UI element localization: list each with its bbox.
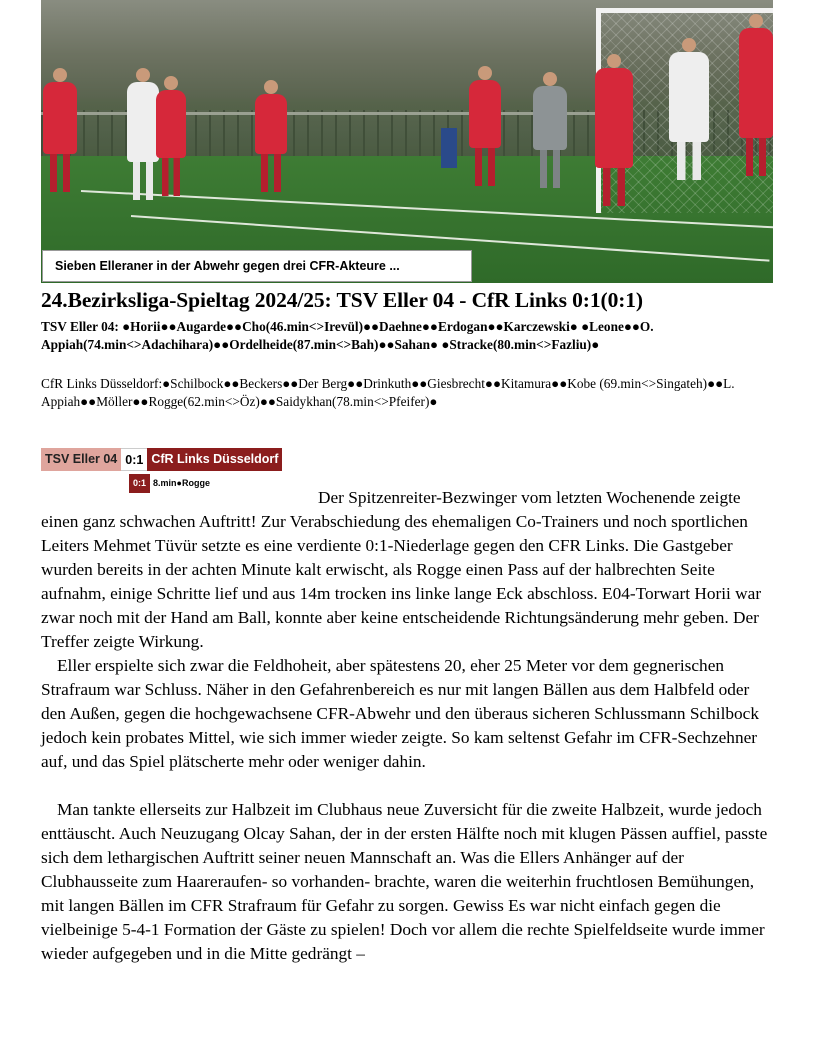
photo-player	[469, 80, 501, 148]
scoreboard-result: 0:1	[121, 448, 147, 471]
article-body	[41, 486, 776, 966]
photo-player	[127, 82, 159, 162]
goal-event-score: 0:1	[129, 474, 150, 493]
article-paragraph: Man tankte ellerseits zur Halbzeit im Clubhaus neue Zuversicht für die zweite Halbzeit, wurde jedoch enttäuscht. Auch Neuzugang Olcay Sahan, der in der ersten Hälfte noch mit klugen Pässen auffiel, passte sich dem lethargischen Auftritt seiner neuen Mannschaft an. Was die Ellers Anhänger auf der Clubhausseite zum Haareraufen- so vorhanden- brachte, waren die weiterhin fruchtlosen Bemühungen, mit langen Bällen im CFR Strafraum für Gefahr zu sorgen. Gewiss Es war nicht einfach gegen die vielbeinige 5-4-1 Formation der Gäste zu spielen! Doch vor allem die rechte Spielfeldseite wurde immer wieder aufgegeben und in die Mitte gedrängt –	[41, 800, 768, 963]
scoreboard	[41, 448, 282, 471]
photo-player	[739, 28, 773, 138]
headline: 24.Bezirksliga-Spieltag 2024/25: TSV Eller 04 - CfR Links 0:1(0:1)	[41, 288, 643, 312]
match-photo	[41, 0, 773, 283]
photo-player	[156, 90, 186, 158]
photo-player	[533, 86, 567, 150]
scoreboard-away-team: CfR Links Düsseldorf	[147, 448, 282, 471]
photo-player	[595, 68, 633, 168]
goal-event-text: 8.min●Rogge	[153, 478, 210, 488]
article-paragraph: Der Spitzenreiter-Bezwinger vom letzten Wochenende zeigte einen ganz schwachen Auftritt! Zur Verabschiedung des ehemaligen Co-Trainers und noch sportlichen Leiters Mehmet Tüvür setzte es eine verdiente 0:1-Niederlage gegen den CFR Links. Die Gastgeber wurden bereits in der achten Minute kalt erwischt, als Rogge einen Pass auf der halbrechten Seite aufnahm, einige Schritte lief und aus 14m trocken ins linke lange Eck abschloss. E04-Torwart Horii war zwar noch mit der Hand am Ball, konnte aber keine entscheidende Richtungsänderung mehr geben. Der Treffer zeigte Wirkung.	[41, 488, 762, 651]
photo-player	[255, 94, 287, 154]
photo-bin	[441, 128, 457, 168]
article-paragraph: Eller erspielte sich zwar die Feldhoheit, aber spätestens 20, eher 25 Meter vor dem gegnerischen Strafraum war Schluss. Näher in den Gefahrenbereich es nur mit langen Bällen aus dem Halbfeld oder den Außen, gegen die hochgewachsene CFR-Abwehr und den überaus sicheren Schlussmann Schilbock jedoch kein probates Mittel, wie sich immer wieder zeigte. So kam seltenst Gefahr im CFR-Sechzehner auf, und das Spiel plätscherte mehr oder weniger dahin.	[41, 656, 759, 771]
photo-player	[43, 82, 77, 154]
photo-caption: Sieben Elleraner in der Abwehr gegen drei CFR-Akteure ...	[42, 250, 472, 282]
lineup-home: TSV Eller 04: ●Horii●●Augarde●●Cho(46.min<>Irevül)●●Daehne●●Erdogan●●Karczewski● ●Leone●●O. Appiah(74.min<>Adachihara)●●Ordelheide(87.min<>Bah)●●Sahan● ●Stracke(80.min<>Fazliu)●	[41, 319, 654, 352]
lineup-away: CfR Links Düsseldorf:●Schilbock●●Beckers●●Der Berg●●Drinkuth●●Giesbrecht●●Kitamura●●Kobe (69.min<>Singateh)●●L. Appiah●●Möller●●Rogge(62.min<>Öz)●●Saidykhan(78.min<>Pfeifer)●	[41, 376, 735, 409]
photo-player	[669, 52, 709, 142]
scoreboard-home-team: TSV Eller 04	[41, 448, 121, 471]
photo-rail	[41, 112, 601, 115]
